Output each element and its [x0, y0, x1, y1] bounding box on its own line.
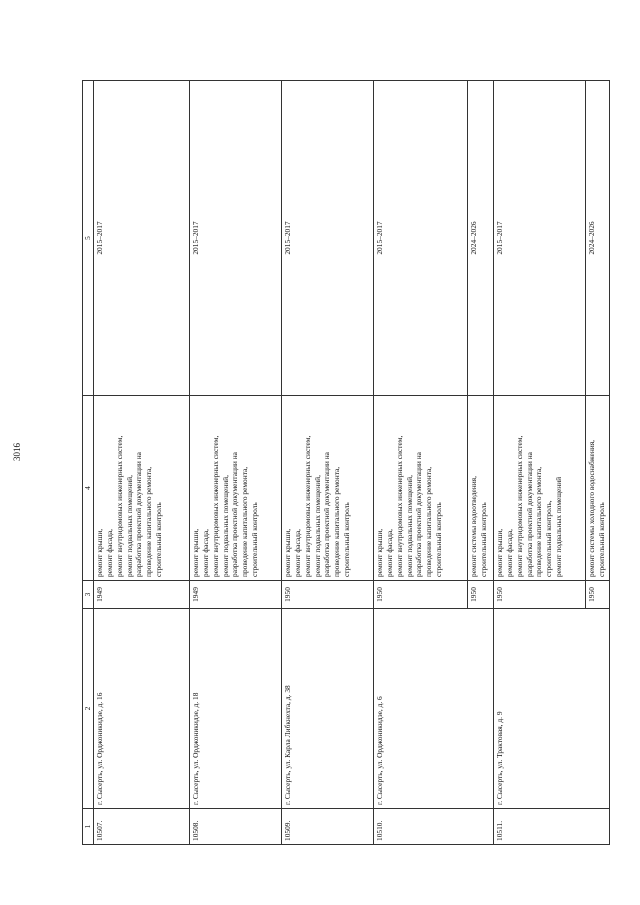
row-year: 1950	[468, 581, 494, 609]
row-period: 2015–2017	[374, 81, 468, 396]
row-works: ремонт системы водоотведения, строительный контроль	[468, 396, 494, 581]
row-works: ремонт крыши, ремонт фасада, ремонт внутридомовых инженерных систем, разработка проектной документации на проведение капитального ремонта, строительный контроль, ремонт подвальных помещений	[494, 396, 586, 581]
row-works: ремонт крыши, ремонт фасада, ремонт внутридомовых инженерных систем, ремонт подвальных помещений, разработка проектной документации на проведение капитального ремонта, строительный контроль	[94, 396, 190, 581]
column-header: 2	[83, 609, 94, 809]
row-year: 1949	[190, 581, 282, 609]
column-header: 5	[83, 81, 94, 396]
row-period: 2024–2026	[468, 81, 494, 396]
row-number: 10509.	[282, 809, 374, 845]
column-header: 4	[83, 396, 94, 581]
row-period: 2015–2017	[94, 81, 190, 396]
table-row	[374, 81, 468, 845]
rotated-table-container	[82, 80, 606, 845]
row-period: 2024–2026	[586, 81, 610, 396]
repair-schedule-table	[82, 80, 610, 845]
row-year: 1949	[94, 581, 190, 609]
row-address: г. Сысерть, ул. Орджоникидзе, д. 16	[94, 609, 190, 809]
column-header: 1	[83, 809, 94, 845]
row-address: г. Сысерть, ул. Орджоникидзе, д. 6	[374, 609, 494, 809]
row-period: 2015–2017	[494, 81, 586, 396]
row-period: 2015–2017	[282, 81, 374, 396]
row-address: г. Сысерть, ул. Карла Либкнехта, д. 38	[282, 609, 374, 809]
page-number: 3016	[12, 443, 22, 461]
row-number: 10511.	[494, 809, 610, 845]
row-year: 1950	[494, 581, 586, 609]
row-works: ремонт крыши, ремонт фасада, ремонт внутридомовых инженерных систем, ремонт подвальных помещений, разработка проектной документации на проведение капитального ремонта, строительный контроль	[190, 396, 282, 581]
row-year: 1950	[586, 581, 610, 609]
row-works: ремонт крыши, ремонт фасада, ремонт внутридомовых инженерных систем, ремонт подвальных помещений, разработка проектной документации на проведение капитального ремонта, строительный контроль	[282, 396, 374, 581]
column-header: 3	[83, 581, 94, 609]
row-number: 10508.	[190, 809, 282, 845]
table-row	[494, 81, 586, 845]
table-row	[94, 81, 190, 845]
row-address: г. Сысерть, ул. Орджоникидзе, д. 18	[190, 609, 282, 809]
table-row	[282, 81, 374, 845]
row-year: 1950	[374, 581, 468, 609]
row-works: ремонт крыши, ремонт фасада, ремонт внутридомовых инженерных систем, ремонт подвальных помещений, разработка проектной документации на проведение капитального ремонта, строительный контроль	[374, 396, 468, 581]
row-works: ремонт системы холодного водоснабжения, строительный контроль	[586, 396, 610, 581]
row-period: 2015–2017	[190, 81, 282, 396]
row-address: г. Сысерть, ул. Трактовая, д. 9	[494, 609, 610, 809]
column-number-row	[83, 81, 94, 845]
table-row	[190, 81, 282, 845]
row-number: 10510.	[374, 809, 494, 845]
row-number: 10507.	[94, 809, 190, 845]
row-year: 1950	[282, 581, 374, 609]
